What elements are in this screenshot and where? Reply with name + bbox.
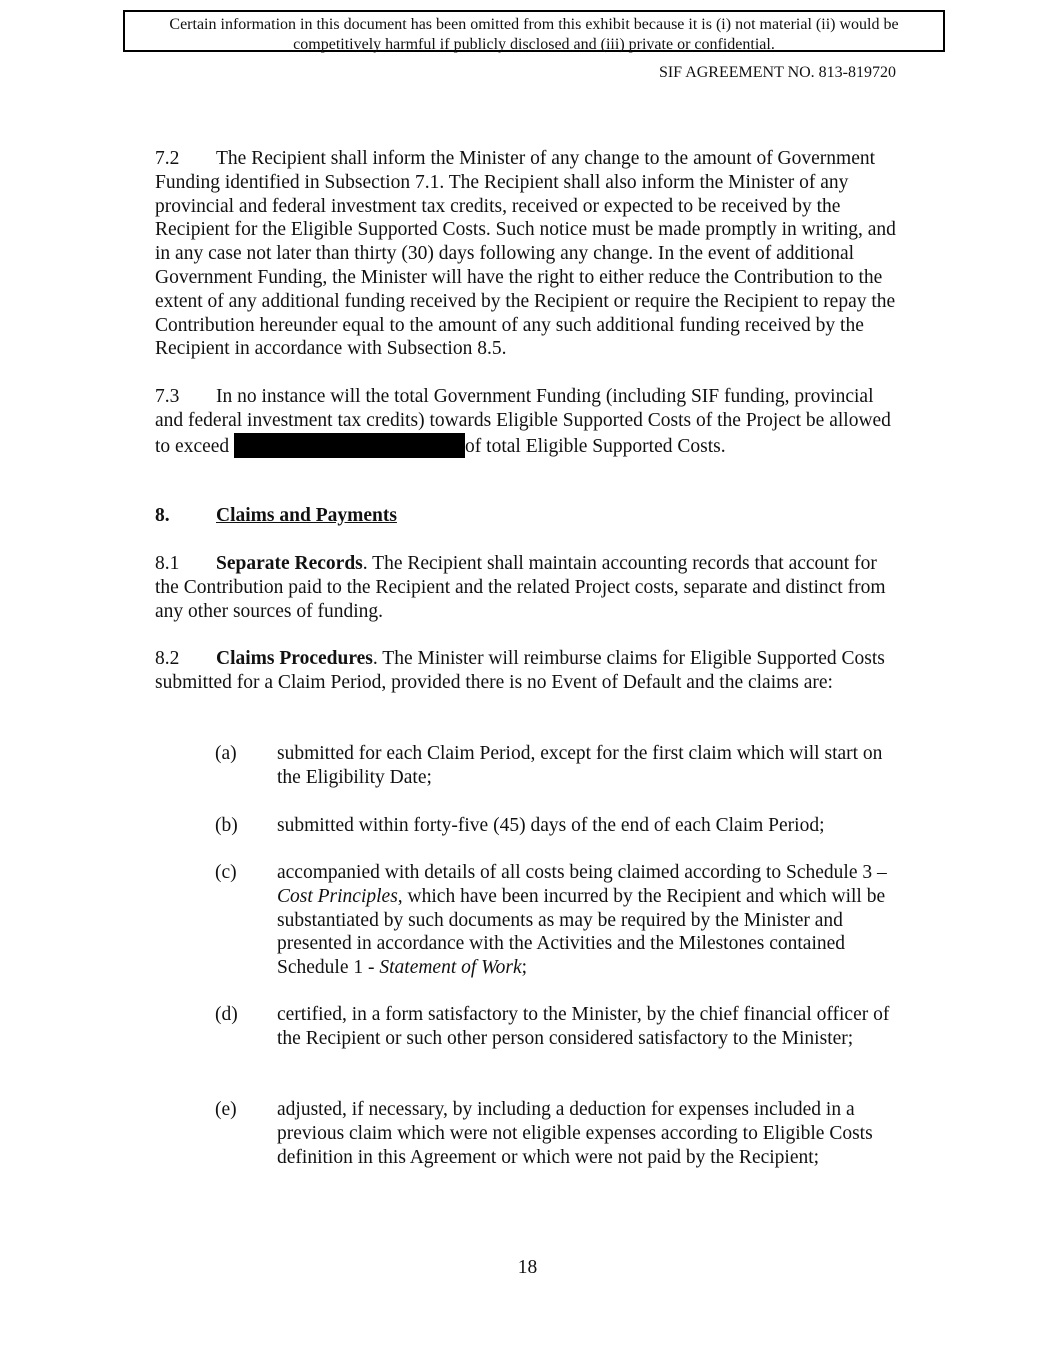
section-8-1 <box>155 552 900 623</box>
agreement-number: SIF AGREEMENT NO. 813-819720 <box>658 64 896 81</box>
list-item-a <box>215 742 895 790</box>
section-lead: Claims Procedures <box>216 648 373 669</box>
list-item-b <box>215 814 895 838</box>
section-7-2 <box>155 147 900 361</box>
item-text: submitted for each Claim Period, except for the first claim which will start on the Eligibility Date; <box>277 743 883 788</box>
item-label: (e) <box>215 1099 237 1120</box>
section-7-3 <box>155 385 900 458</box>
item-text <box>277 861 895 980</box>
section-text: . The Recipient shall maintain accounting records that account for the Contribution paid to the Recipient and the related Project costs, separate and distinct from any other sources of funding. <box>155 553 886 622</box>
notice-line-2: competitively harmful if publicly disclosed and (iii) private or confidential. <box>293 36 775 53</box>
redaction-block <box>234 433 465 458</box>
section-8-heading <box>155 504 900 528</box>
section-number: 8.1 <box>155 553 180 574</box>
list-item-d <box>215 1003 895 1051</box>
list-item-c <box>215 861 895 980</box>
item-label: (b) <box>215 815 238 836</box>
item-text: certified, in a form satisfactory to the Minister, by the chief financial officer of the Recipient or such other person considered satisfactory to the Minister; <box>277 1004 890 1049</box>
section-text: . The Minister will reimburse claims for Eligible Supported Costs submitted for a Claim Period, provided there is no Event of Default and the claims are: <box>155 648 885 693</box>
section-lead: Separate Records <box>216 553 363 574</box>
item-text-part-3: ; <box>521 957 528 979</box>
section-text-before: In no instance will the total Government Funding (including SIF funding, provincial and federal investment tax credits) towards Eligible Supported Costs of the Project be allowed to exceed <box>155 386 891 457</box>
item-text-part-2: , which have been incurred by the Recipient and which will be substantiated by such documents as may be required by the Minister and presented in accordance with the Activities and the Milestones contained Schedule 1 - <box>277 885 886 979</box>
item-label: (c) <box>215 862 237 883</box>
item-label: (a) <box>215 743 237 764</box>
item-text-part-1: accompanied with details of all costs being claimed according to Schedule 3 – <box>277 862 887 883</box>
redaction-notice-box <box>123 10 945 52</box>
notice-line-1: Certain information in this document has been omitted from this exhibit because it is (i) not material (ii) would be <box>169 16 899 33</box>
section-8-2 <box>155 647 900 695</box>
item-italic-2: Statement of Work <box>379 957 522 979</box>
section-number: 8.2 <box>155 648 180 669</box>
section-number: 8. <box>155 505 170 526</box>
list-item-e <box>215 1098 895 1169</box>
section-number: 7.3 <box>155 386 180 407</box>
item-text: submitted within forty-five (45) days of the end of each Claim Period; <box>277 815 825 836</box>
section-text: The Recipient shall inform the Minister of any change to the amount of Government Funding identified in Subsection 7.1. The Recipient shall also inform the Minister of any provincial and federal investment tax credits, received or expected to be received by the Recipient for the Eligible Supported Costs. Such notice must be made promptly in writing, and in any case not later than thirty (30) days following any change. In the event of additional Government Funding, the Minister will have the right to either reduce the Contribution to the extent of any additional funding received by the Recipient or require the Recipient to repay the Contribution hereunder equal to the amount of any such additional funding received by the Recipient in accordance with Subsection 8.5. <box>155 148 896 360</box>
section-number: 7.2 <box>155 148 180 169</box>
item-italic-1: Cost Principles <box>277 885 398 907</box>
item-label: (d) <box>215 1004 238 1025</box>
page-number: 18 <box>517 1257 538 1278</box>
section-title: Claims and Payments <box>216 505 397 526</box>
item-text: adjusted, if necessary, by including a deduction for expenses included in a previous claim which were not eligible expenses according to Eligible Costs definition in this Agreement or which were not paid by the Recipient; <box>277 1099 873 1168</box>
section-text-after: of total Eligible Supported Costs. <box>465 435 726 457</box>
